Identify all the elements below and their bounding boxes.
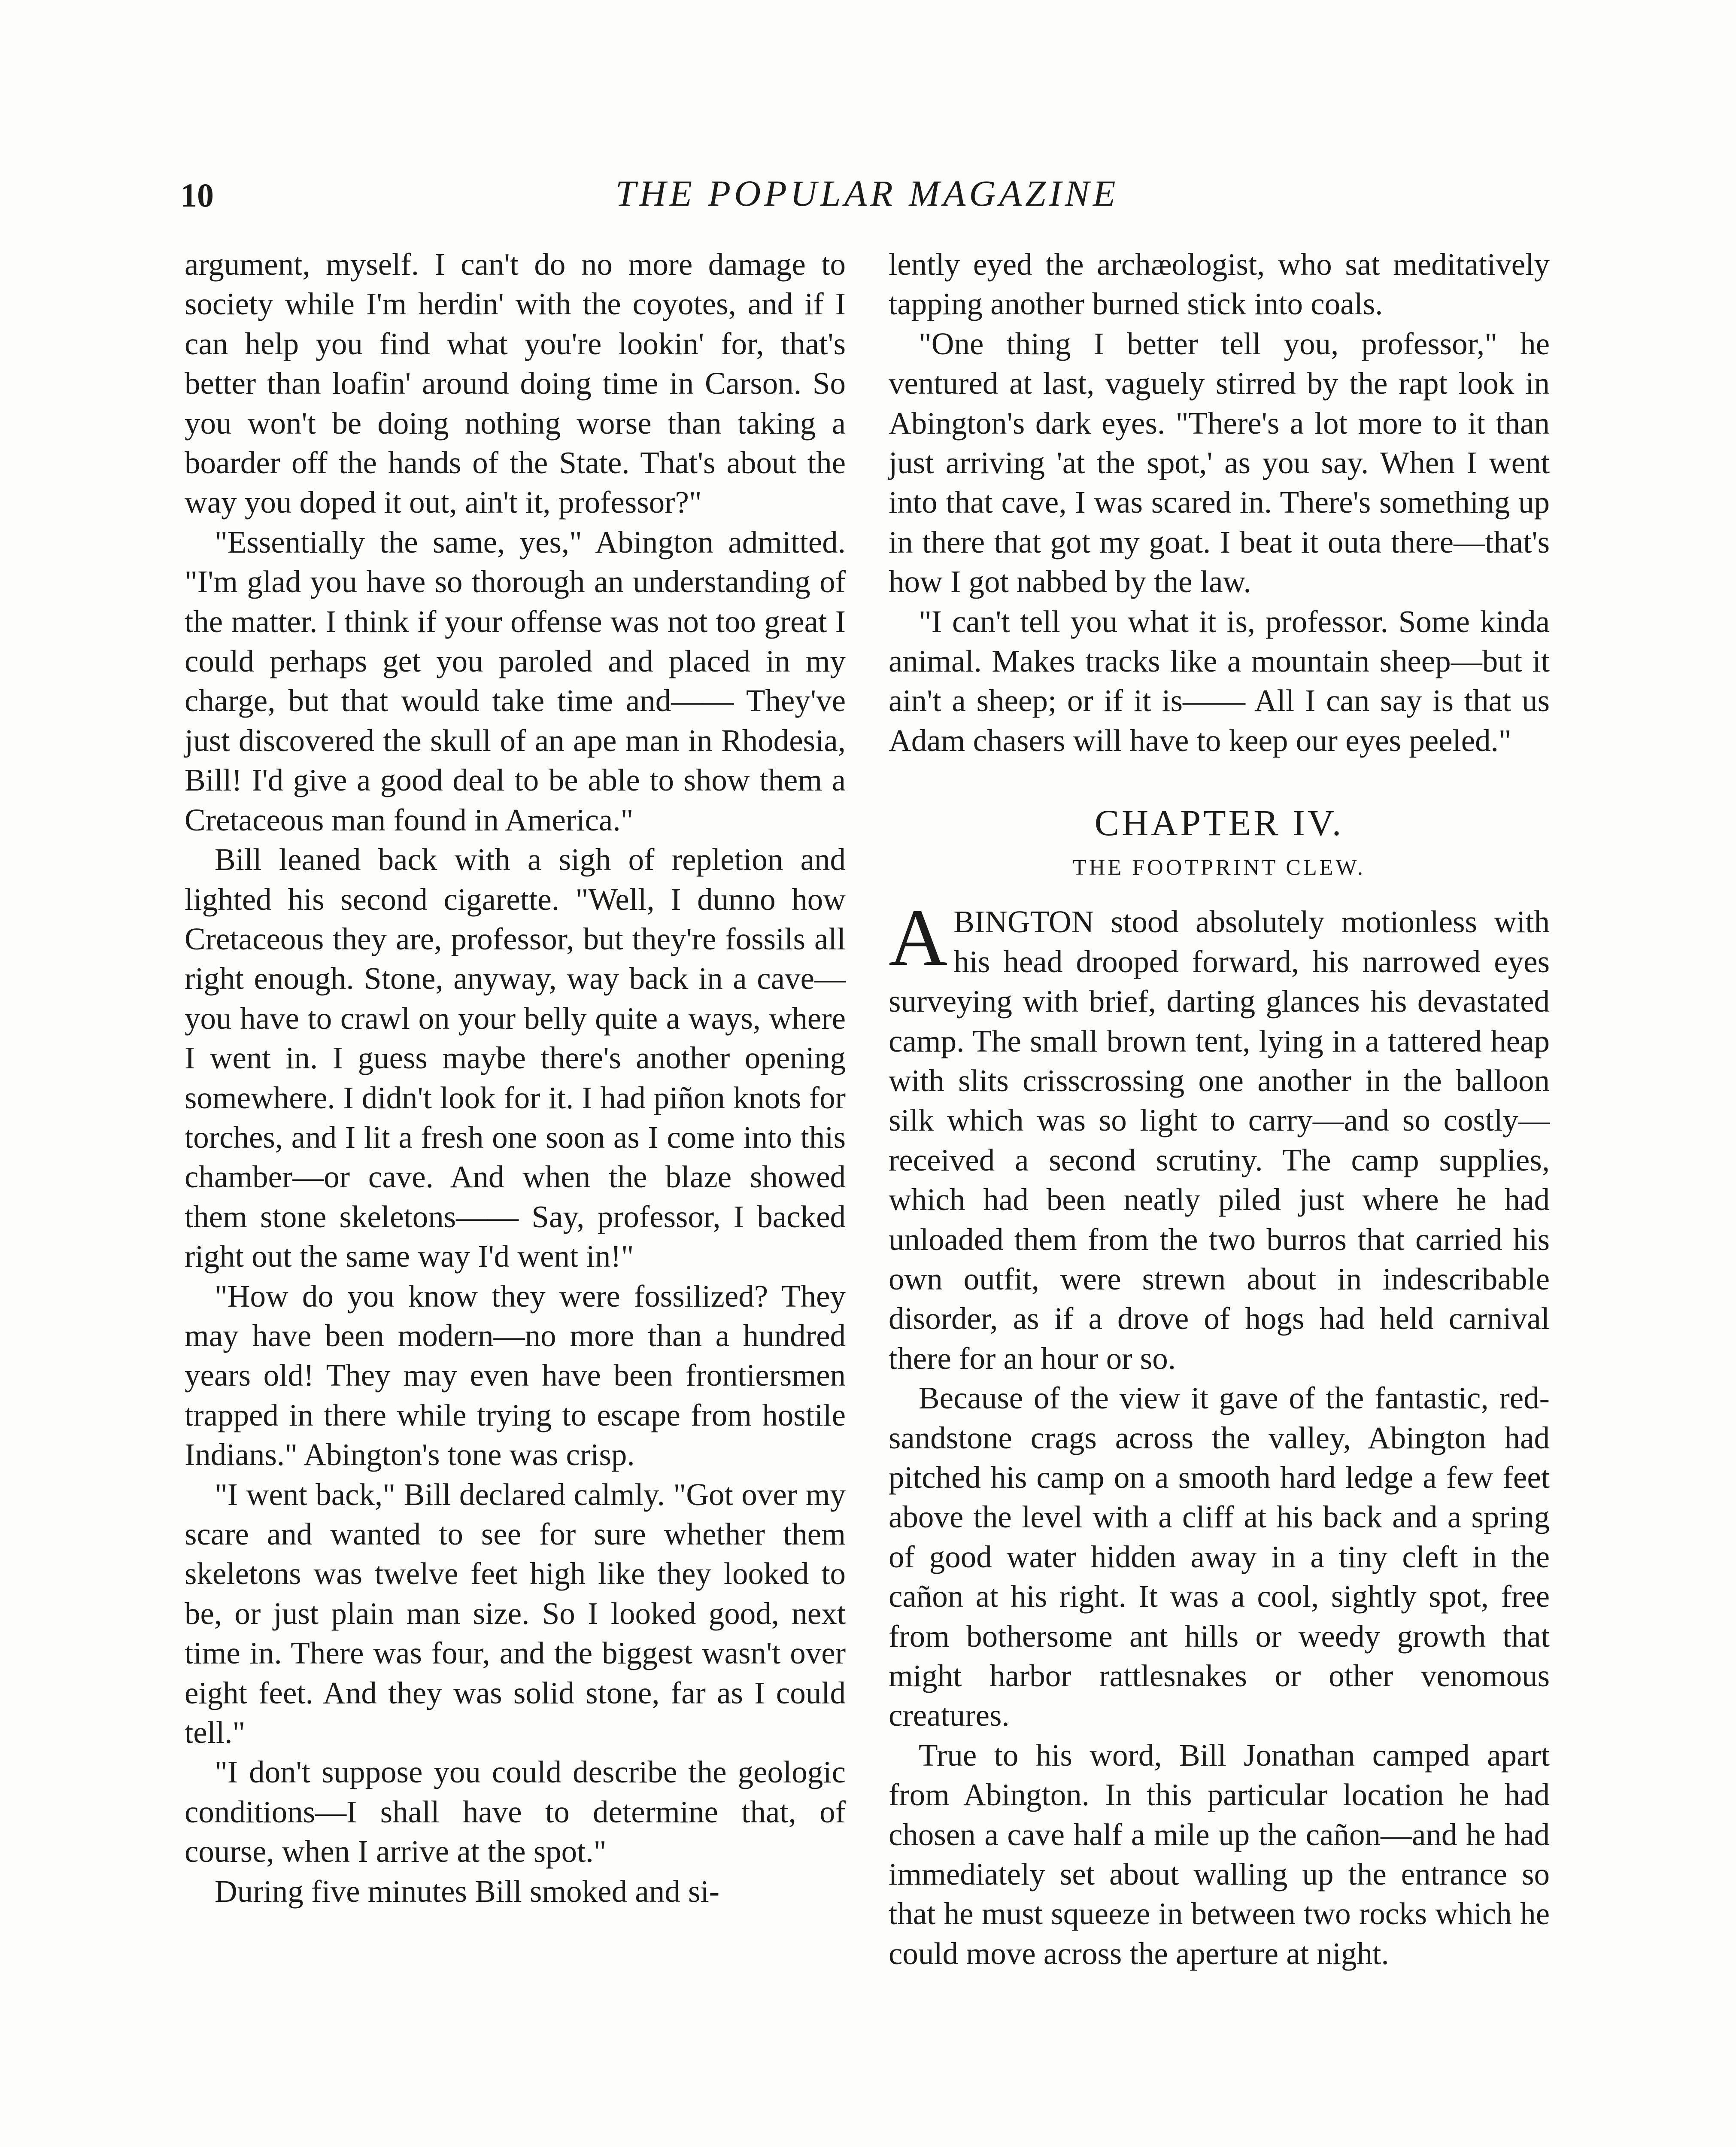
paragraph-continued: lently eyed the archæologist, who sat meditatively tapping another burned stick into coals.	[889, 247, 1550, 322]
page-number: 10	[180, 176, 214, 214]
running-head	[180, 163, 1554, 215]
paragraph: Bill leaned back with a sigh of repletion and lighted his second cigarette. "Well, I dunno how Cretaceous they are, professor, but they're fossils all right enough. Stone, anyway, way back in a cave—you have to crawl on your belly quite a ways, where I went in. I guess maybe there's another opening somewhere. I didn't look for it. I had piñon knots for torches, and I lit a fresh one soon as I come into this chamber—or cave. And when the blaze showed them stone skeletons—— Say, professor, I backed right out the same way I'd went in!"	[185, 842, 846, 1274]
paragraph-continues: During five minutes Bill smoked and si-	[215, 1873, 719, 1909]
left-column	[185, 245, 846, 1911]
right-column	[889, 245, 1550, 1974]
paragraph-continues: True to his word, Bill Jonathan camped apart from Abington. In this particular location he had chosen a cave half a mile up the cañon—and he had immediately set about walling up the entrance so that he must squeeze in between two rocks which he could move across the aperture at night.	[889, 1737, 1550, 1971]
chapter-title: CHAPTER IV.	[1094, 802, 1344, 844]
chapter-subtitle: THE FOOTPRINT CLEW.	[1073, 855, 1366, 880]
paragraph: "I can't tell you what it is, professor. Some kinda animal. Makes tracks like a mountain sheep—but it ain't a sheep; or if it is—— All I can say is that us Adam chasers will have to keep our eyes peeled."	[889, 604, 1550, 758]
paragraph: "Essentially the same, yes," Abington admitted. "I'm glad you have so thorough an understanding of the matter. I think if your offense was not too great I could perhaps get you paroled and placed in my charge, but that would take time and—— They've just discovered the skull of an ape man in Rhodesia, Bill! I'd give a good deal to be able to show them a Cretaceous man found in America."	[185, 524, 846, 837]
paragraph-continued: argument, myself. I can't do no more damage to society while I'm herdin' with the coyotes, and if I can help you find what you're lookin' for, that's better than loafin' around doing time in Carson. So you won't be doing nothing worse than taking a boarder off the hands of the State. That's about the way you doped it out, ain't it, professor?"	[185, 247, 846, 520]
magazine-title: THE POPULAR MAGAZINE	[615, 173, 1119, 214]
paragraph: "I don't suppose you could describe the geologic conditions—I shall have to determine that, of course, when I arrive at the spot."	[185, 1755, 846, 1869]
paragraph: "One thing I better tell you, professor," he ventured at last, vaguely stirred by the rapt look in Abington's dark eyes. "There's a lot more to it than just arriving 'at the spot,' as you say. When I went into that cave, I was scared in. There's something up in there that got my goat. I beat it outa there—that's how I got nabbed by the law.	[889, 326, 1550, 599]
drop-cap: A	[889, 893, 948, 983]
paragraph: "I went back," Bill declared calmly. "Got over my scare and wanted to see for sure whether them skeletons was twelve feet high like they looked to be, or just plain man size. So I looked good, next time in. There was four, and the biggest wasn't over eight feet. And they was solid stone, far as I could tell."	[185, 1477, 846, 1750]
chapter-opening-text: BINGTON stood absolutely motionless with his head drooped forward, his narrowed eyes surveying with brief, darting glances his devastated camp. The small brown tent, lying in a tattered heap with slits crisscrossing one another in the balloon silk which was so light to carry—and so costly—received a second scrutiny. The camp supplies, which had been neatly piled just where he had unloaded them from the two burros that carried his own outfit, were strewn about in indescribable disorder, as if a drove of hogs had held carnival there for an hour or so.	[889, 904, 1550, 1376]
chapter-opening-paragraph	[889, 893, 1550, 1378]
paragraph: Because of the view it gave of the fantastic, red-sandstone crags across the valley, Abington had pitched his camp on a smooth hard ledge a few feet above the level with a cliff at his back and a spring of good water hidden away in a tiny cleft in the cañon at his right. It was a cool, sightly spot, free from bothersome ant hills or weedy growth that might harbor rattlesnakes or other venomous creatures.	[889, 1381, 1550, 1733]
paragraph: "How do you know they were fossilized? They may have been modern—no more than a hundred years old! They may even have been frontiersmen trapped in there while trying to escape from hostile Indians." Abington's tone was crisp.	[185, 1278, 846, 1472]
